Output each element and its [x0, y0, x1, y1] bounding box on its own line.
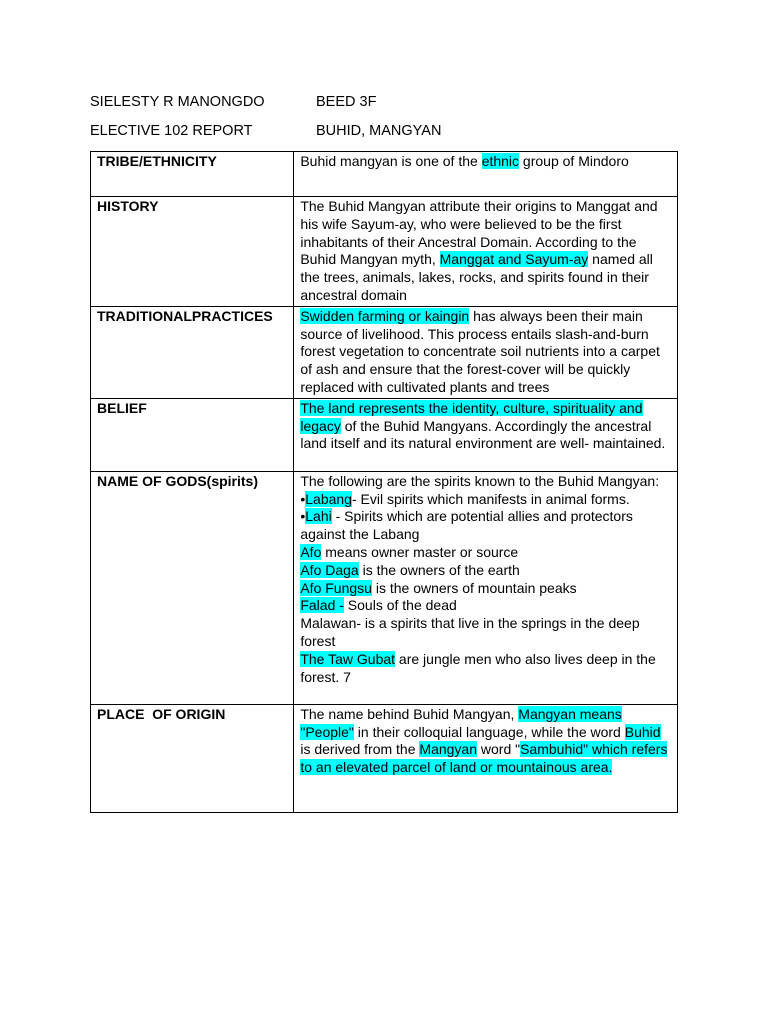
table-row	[91, 152, 678, 197]
table-row	[91, 306, 678, 398]
table-row	[91, 197, 678, 307]
highlighted-text: The land represents the identity, culture, spirituality and legacy	[300, 399, 643, 434]
row-label-practices: TRADITIONALPRACTICES	[91, 306, 294, 398]
text-segment: - Evil spirits which manifests in animal forms.	[351, 490, 630, 507]
spirit-falad	[300, 597, 671, 615]
text-segment: of the Buhid Mangyans. Accordingly the ancestral land itself and its natural environment are well- maintained.	[300, 417, 666, 452]
row-content-history	[294, 197, 678, 307]
text-segment: are jungle men who also lives deep in the forest. 7	[300, 650, 656, 685]
highlighted-text: Falad -	[300, 597, 344, 614]
text-segment: Malawan- is a spirits that live in the springs in the deep forest	[300, 615, 640, 649]
text-segment: has always been their main source of livelihood. This process entails slash-and-burn forest vegetation to concentrate soil nutrients into a carpet of ash and ensure that the forest-cover will be quickly replaced with cultivated plants and trees	[300, 307, 660, 395]
spirit-lahi	[300, 508, 671, 544]
highlighted-text: Sambuhid" which refers to an elevated parcel of land or mountainous area.	[300, 741, 668, 776]
row-label-history: HISTORY	[91, 197, 294, 307]
row-content-gods	[294, 471, 678, 704]
highlighted-text: The Taw Gubat	[300, 650, 396, 667]
row-content-tribe	[294, 152, 678, 197]
highlighted-text: Mangyan	[419, 741, 477, 758]
text-segment: is the owners of the earth	[358, 561, 520, 578]
spirits-intro	[300, 473, 671, 491]
row-content-origin	[294, 704, 678, 812]
highlighted-text: Manggat and Sayum-ay	[439, 251, 589, 268]
text-segment: means owner master or source	[321, 543, 519, 560]
table-row	[91, 398, 678, 471]
spirit-malawan	[300, 615, 671, 651]
text-segment: is derived from the	[300, 741, 420, 758]
bullet: •	[300, 508, 306, 525]
highlighted-text: Mangyan means "People"	[300, 705, 622, 740]
row-label-belief: BELIEF	[91, 398, 294, 471]
table-row	[91, 471, 678, 704]
text-segment: word "	[477, 741, 521, 758]
report-topic: BUHID, MANGYAN	[316, 123, 442, 139]
table-row	[91, 704, 678, 812]
text-segment: Buhid mangyan is one of the	[300, 153, 482, 169]
course-section: BEED 3F	[316, 94, 377, 110]
highlighted-text: Afo	[300, 543, 322, 560]
text-segment: named all the trees, animals, lakes, rocks, and spirits found in their ancestral domain	[300, 251, 653, 303]
highlighted-text: Buhid	[624, 723, 661, 740]
row-label-tribe: TRIBE/ETHNICITY	[91, 152, 294, 197]
spirit-labang	[300, 491, 671, 509]
text-segment: group of Mindoro	[519, 153, 629, 169]
row-label-gods: NAME OF GODS(spirits)	[91, 471, 294, 704]
highlighted-text: Afo Fungsu	[300, 579, 372, 596]
highlighted-text: Labang	[305, 490, 352, 507]
bullet: •	[300, 490, 306, 507]
row-content-belief	[294, 398, 678, 471]
spirit-taw-gubat	[300, 651, 671, 687]
text-segment: The Buhid Mangyan attribute their origins to Manggat and his wife Sayum-ay, who were believed to be the first inhabitants of their Ancestral Domain. According to the Buhid Mangyan myth,	[300, 198, 658, 268]
highlighted-text: ethnic	[481, 153, 520, 169]
spirit-afo-fungsu	[300, 580, 671, 598]
report-table	[90, 151, 678, 813]
highlighted-text: Lahi	[305, 508, 332, 525]
text-segment: in their colloquial language, while the word	[353, 723, 625, 740]
text-segment: The following are the spirits known to the Buhid Mangyan:	[300, 472, 660, 489]
highlighted-text: Afo Daga	[300, 561, 359, 578]
student-name: SIELESTY R MANONGDO	[90, 94, 265, 110]
text-segment: is the owners of mountain peaks	[371, 579, 577, 596]
report-title: ELECTIVE 102 REPORT	[90, 123, 253, 139]
spirit-afo-daga	[300, 562, 671, 580]
spirit-afo	[300, 544, 671, 562]
text-segment: Souls of the dead	[343, 597, 457, 614]
text-segment: The name behind Buhid Mangyan,	[300, 705, 519, 722]
text-segment: - Spirits which are potential allies and protectors against the Labang	[300, 508, 633, 543]
row-label-origin: PLACE OF ORIGIN	[91, 704, 294, 812]
row-content-practices	[294, 306, 678, 398]
highlighted-text: Swidden farming or kaingin	[300, 307, 470, 324]
